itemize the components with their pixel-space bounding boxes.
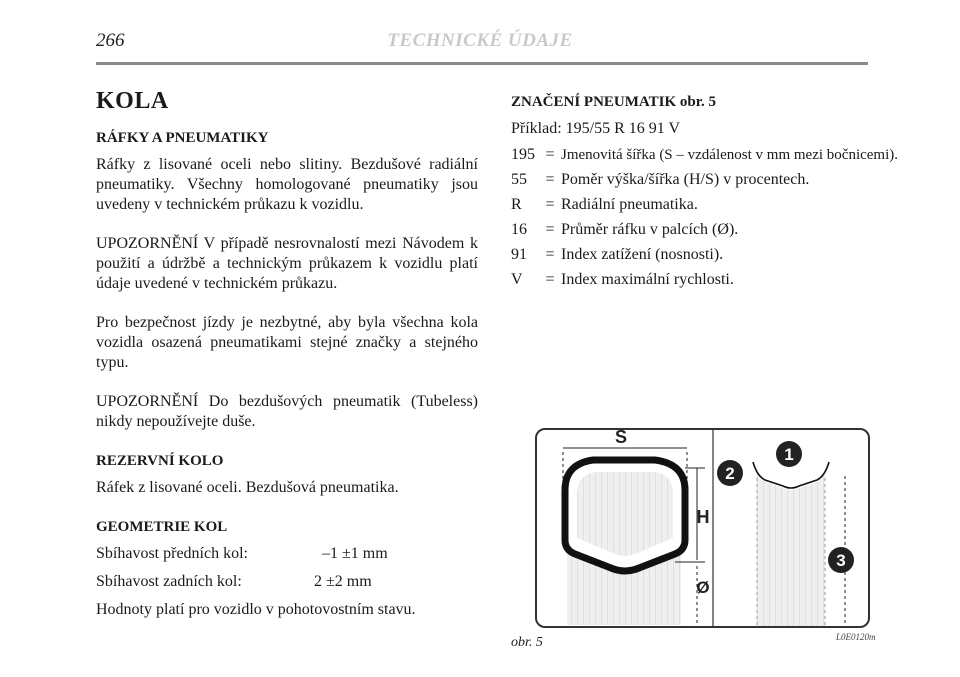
legend-text: Průměr ráfku v palcích (Ø). [561,221,739,238]
legend-row [511,270,911,290]
chapter-title: KOLA [96,88,169,114]
rims-heading: RÁFKY A PNEUMATIKY [96,130,269,146]
legend-row [511,170,911,190]
rear-toe-value: 2 ±2 mm [314,573,372,590]
legend-code: 91 [511,246,527,263]
legend-text: Index zatížení (nosnosti). [561,246,724,263]
rear-toe-label: Sbíhavost zadních kol: [96,573,242,590]
legend-row [511,220,911,240]
legend-equals: = [545,246,555,263]
legend-row [511,195,911,215]
diameter-mark: Ø [696,578,710,597]
callout-1-number: 1 [784,445,794,464]
rear-toe-row [96,572,478,592]
legend-code: 55 [511,171,527,188]
tyre-marking-heading: ZNAČENÍ PNEUMATIK obr. 5 [511,94,717,110]
callout-3-number: 3 [836,551,846,570]
front-toe-value: –1 ±1 mm [322,545,388,562]
front-toe-row [96,544,478,564]
width-mark: S [614,428,628,447]
legend-code: 195 [511,146,535,163]
spare-text: Ráfek z lisované oceli. Bezdušová pneumatika. [96,479,399,496]
callout-1 [776,441,802,467]
figure-label: obr. 5 [511,635,543,650]
legend-equals: = [545,146,555,163]
legend-code: 16 [511,221,527,238]
tyre-example: Příklad: 195/55 R 16 91 V [511,120,681,137]
legend-code: R [511,196,522,213]
geometry-note: Hodnoty platí pro vozidlo v pohotovostním stavu. [96,601,416,618]
rims-paragraph-2: Pro bezpečnost jízdy je nezbytné, aby byla všechna kola vozidla osazená pneumatikami stejné značky a stejného typu. [96,314,478,371]
legend-text: Index maximální rychlosti. [561,271,734,288]
callout-3 [828,547,854,573]
geometry-heading: GEOMETRIE KOL [96,519,228,535]
legend-text: Jmenovitá šířka (S – vzdálenost v mm mezi bočnicemi). [561,147,899,163]
right-column [511,92,911,295]
left-column [96,86,478,620]
front-toe-label: Sbíhavost předních kol: [96,545,248,562]
header-rule [96,62,868,65]
legend-equals: = [545,271,555,288]
spare-heading: REZERVNÍ KOLO [96,453,224,469]
rims-warning-1: UPOZORNĚNÍ V případě nesrovnalostí mezi Návodem k použití a údržbě a technickým průkazem k vozidlu platí údaje uvedené v technickém průkazu. [96,235,478,292]
tyre-diagram [535,428,870,628]
legend-row [511,145,911,165]
callout-2-number: 2 [725,464,735,483]
legend-code: V [511,271,523,288]
callout-2 [717,460,743,486]
figure-code: L0E0120m [836,632,876,642]
rims-warning-2: UPOZORNĚNÍ Do bezdušových pneumatik (Tubeless) nikdy nepoužívejte duše. [96,393,478,430]
legend-row [511,245,911,265]
rims-paragraph-1: Ráfky z lisované oceli nebo slitiny. Bezdušové radiální pneumatiky. Všechny homologované pneumatiky jsou uvedeny v technickém průkazu k vozidlu. [96,156,478,213]
legend-text: Poměr výška/šířka (H/S) v procentech. [561,171,810,188]
legend-equals: = [545,171,555,188]
section-title: TECHNICKÉ ÚDAJE [387,30,573,51]
page-number: 266 [96,30,125,51]
legend-text: Radiální pneumatika. [561,196,698,213]
legend-equals: = [545,221,555,238]
height-mark: H [696,507,710,527]
legend-equals: = [545,196,555,213]
